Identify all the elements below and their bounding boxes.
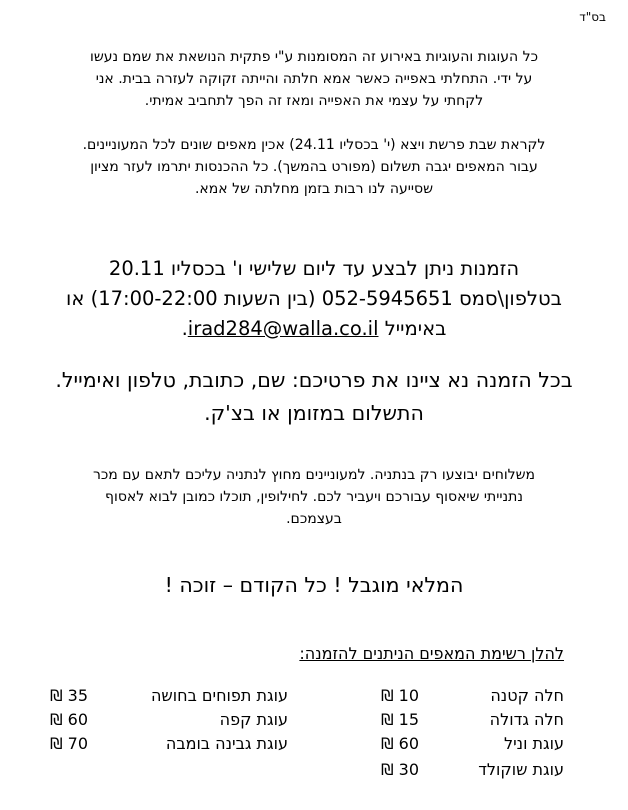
item-price: 35 ₪ bbox=[50, 686, 88, 705]
delivery-line-1: משלוחים יבוצעו רק בנתניה. למעוניינים מחוץ לנתניה עליכם לתאם עם מכר bbox=[92, 467, 536, 483]
item-price: 60 ₪ bbox=[381, 734, 419, 753]
item-name: חלה קטנה bbox=[490, 686, 564, 705]
item-price: 30 ₪ bbox=[381, 760, 419, 779]
announcement-line-3: שסייעה לנו רבות בזמן מחלתה של אמא. bbox=[194, 181, 434, 197]
item-price: 60 ₪ bbox=[50, 710, 88, 729]
order-line-3 bbox=[16, 314, 612, 344]
announcement-line-1: לקראת שבת פרשת ויצא (י' בכסליו 24.11) אכין מאפים שונים לכל המעוניינים. bbox=[82, 137, 546, 153]
details-line-1: בכל הזמנה נא ציינו את פרטיכם: שם, כתובת, טלפון ואימייל. bbox=[55, 368, 573, 392]
details-line-2: התשלום במזומן או בצ'ק. bbox=[204, 401, 424, 425]
item-price: 15 ₪ bbox=[381, 710, 419, 729]
delivery-line-3: בעצמכם. bbox=[286, 511, 342, 527]
intro-paragraph bbox=[22, 46, 606, 112]
list-heading: להלן רשימת המאפים הניתנים להזמנה: bbox=[299, 644, 564, 663]
item-name: עוגת גבינה בומבה bbox=[165, 734, 288, 753]
delivery-line-2: נתנייתי שיאסוף עבורכם ויעביר לכם. לחילופין, תוכלו כמובן לבוא לאסוף bbox=[105, 489, 523, 505]
email-suffix: . bbox=[181, 317, 188, 340]
email-link[interactable]: irad284@walla.co.il bbox=[187, 317, 379, 340]
item-name: עוגת תפוחים בחושה bbox=[150, 686, 288, 705]
item-name: עוגת וניל bbox=[503, 734, 564, 753]
limited-stock-notice: המלאי מוגבל ! כל הקודם – זוכה ! bbox=[164, 573, 464, 597]
intro-line-3: לקחתי על עצמי את האפייה ומאז זה הפך לתחביב אמיתי. bbox=[144, 93, 484, 109]
item-name: עוגת קפה bbox=[219, 710, 288, 729]
announcement-line-2: עבור המאפים יגבה תשלום (מפורט בהמשך). כל ההכנסות יתרמו לעזר מציון bbox=[90, 159, 538, 175]
item-price: 70 ₪ bbox=[50, 734, 88, 753]
bsd-header: בס"ד bbox=[579, 10, 606, 24]
order-line-2: בטלפון\סמס 052-5945651 (בין השעות 17:00-22:00) או bbox=[66, 287, 562, 310]
item-name: חלה גדולה bbox=[489, 710, 564, 729]
item-price: 10 ₪ bbox=[381, 686, 419, 705]
announcement-paragraph bbox=[22, 134, 606, 200]
order-info bbox=[16, 254, 612, 344]
email-prefix: באימייל bbox=[378, 317, 447, 340]
order-line-1: הזמנות ניתן לבצע עד ליום שלישי ו' בכסליו 20.11 bbox=[108, 257, 520, 280]
intro-line-1: כל העוגות והעוגיות באירוע זה המסומנות ע"י פתקית הנושאת את שמם נעשו bbox=[90, 49, 538, 65]
order-details bbox=[16, 364, 612, 430]
delivery-info bbox=[30, 464, 598, 530]
intro-line-2: על ידי. התחלתי באפייה כאשר אמא חלתה והייתה זקוקה לעזרה בבית. אני bbox=[95, 71, 533, 87]
item-name: עוגת שוקולד bbox=[478, 760, 564, 779]
